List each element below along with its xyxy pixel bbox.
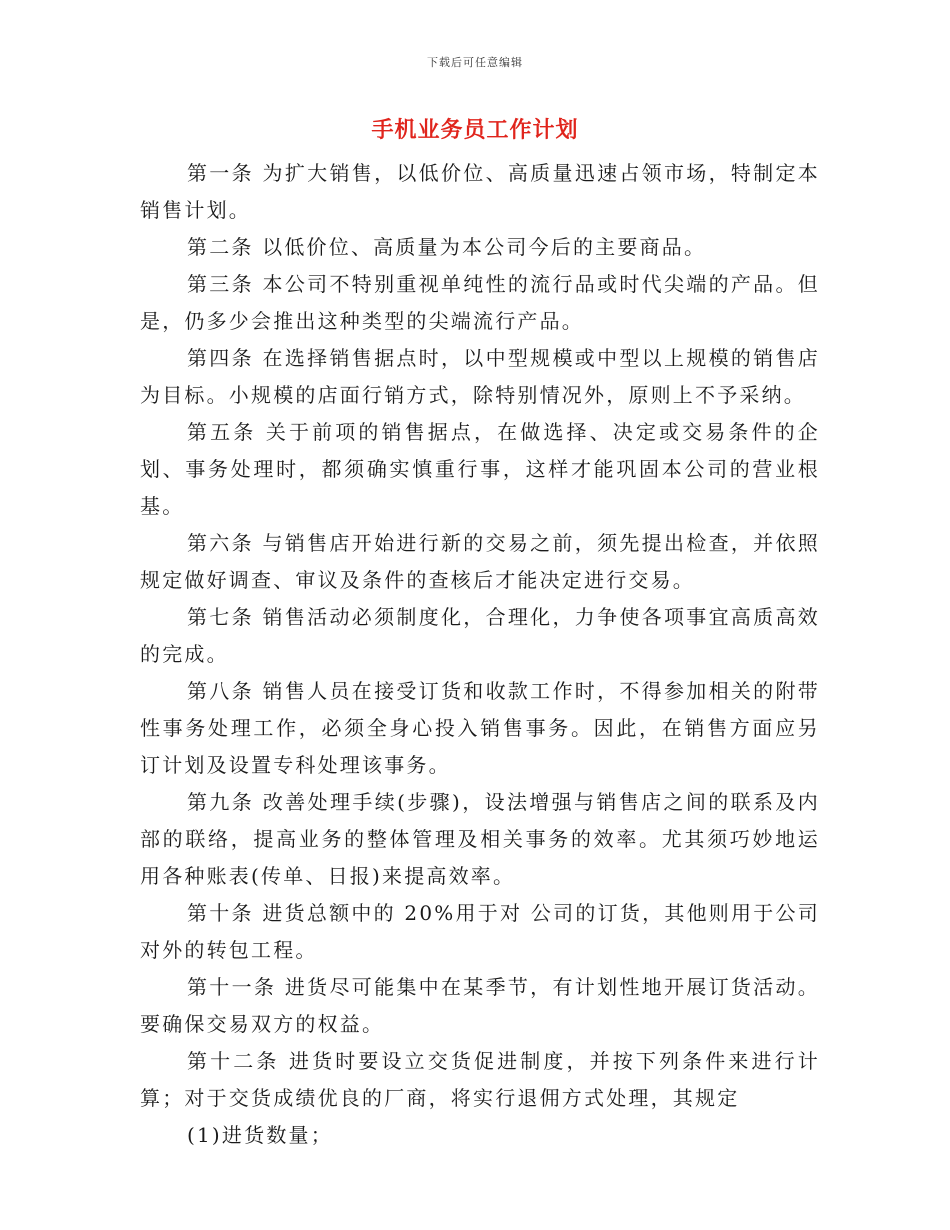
- article-1: 第一条 为扩大销售，以低价位、高质量迅速占领市场，特制定本销售计划。: [140, 161, 820, 222]
- article-10: 第十条 进货总额中的 20%用于对 公司的订货，其他则用于公司对外的转包工程。: [140, 901, 820, 962]
- article-6: 第六条 与销售店开始进行新的交易之前，须先提出检查，并依照规定做好调查、审议及条件的查核后才能决定进行交易。: [140, 531, 820, 592]
- article-3: 第三条 本公司不特别重视单纯性的流行品或时代尖端的产品。但是，仍多少会推出这种类型的尖端流行产品。: [140, 272, 820, 333]
- article-5: 第五条 关于前项的销售据点，在做选择、决定或交易条件的企划、事务处理时，都须确实慎重行事，这样才能巩固本公司的营业根基。: [140, 420, 820, 518]
- article-9: 第九条 改善处理手续(步骤)，设法增强与销售店之间的联系及内部的联络，提高业务的整体管理及相关事务的效率。尤其须巧妙地运用各种账表(传单、日报)来提高效率。: [140, 790, 820, 888]
- article-4: 第四条 在选择销售据点时，以中型规模或中型以上规模的销售店为目标。小规模的店面行销方式，除特别情况外，原则上不予采纳。: [140, 346, 820, 407]
- article-2: 第二条 以低价位、高质量为本公司今后的主要商品。: [187, 235, 707, 259]
- list-item-1: (1)进货数量；: [187, 1123, 333, 1147]
- article-8: 第八条 销售人员在接受订货和收款工作时，不得参加相关的附带性事务处理工作，必须全身心投入销售事务。因此，在销售方面应另订计划及设置专科处理该事务。: [140, 679, 820, 777]
- article-7: 第七条 销售活动必须制度化，合理化，力争使各项事宜高质高效的完成。: [140, 605, 820, 666]
- header-note: 下载后可任意编辑: [427, 56, 523, 69]
- article-12: 第十二条 进货时要设立交货促进制度，并按下列条件来进行计算；对于交货成绩优良的厂商，将实行退佣方式处理，其规定: [140, 1049, 820, 1110]
- article-11: 第十一条 进货尽可能集中在某季节，有计划性地开展订货活动。要确保交易双方的权益。: [140, 975, 820, 1036]
- document-body: [140, 155, 820, 1154]
- document-title: 手机业务员工作计划: [371, 117, 579, 143]
